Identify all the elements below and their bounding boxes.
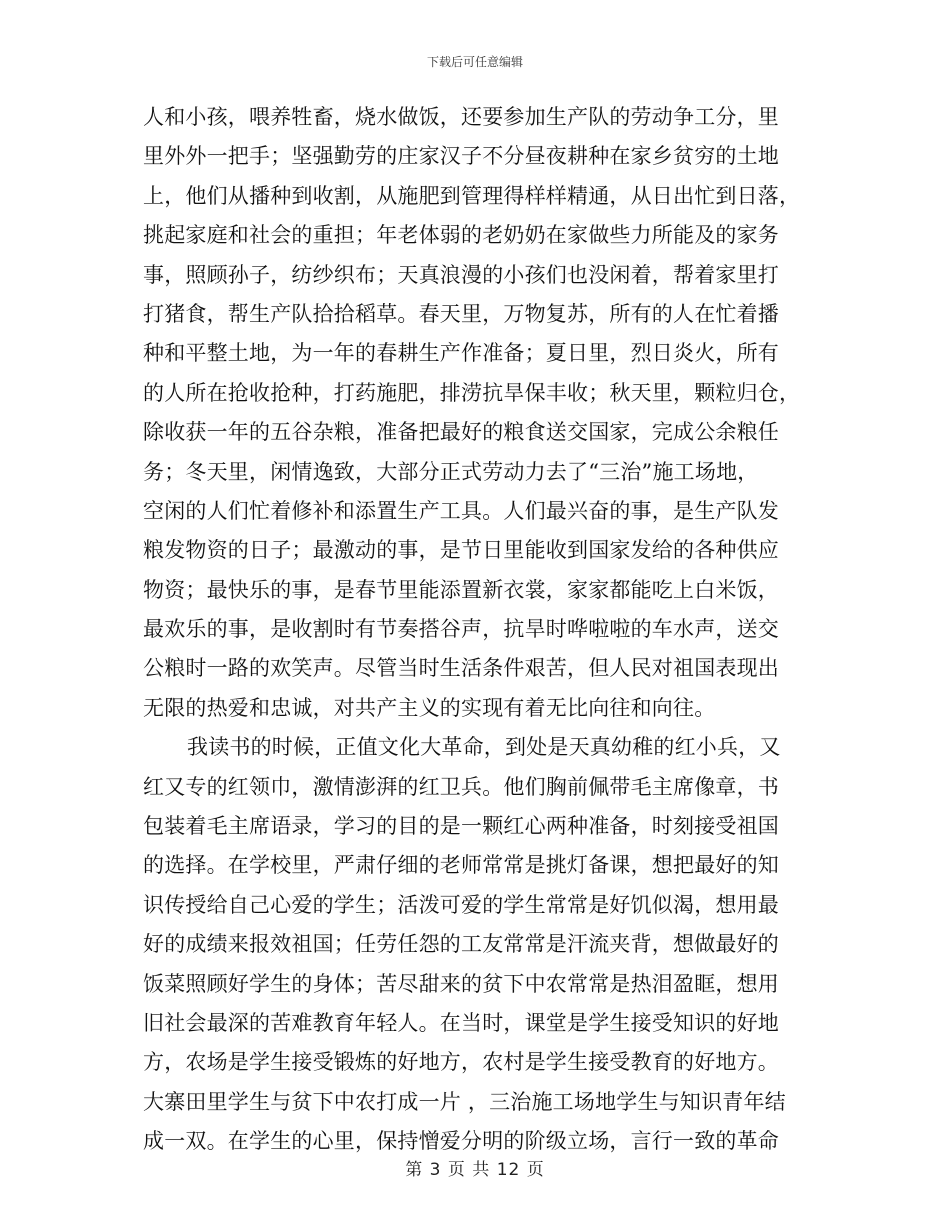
page-number-footer: 第 3 页 共 12 页	[405, 1160, 545, 1180]
text-line: 旧社会最深的苦难教育年轻人。在当时，课堂是学生接受知识的好地	[143, 1010, 779, 1035]
text-line: 识传授给自己心爱的学生；活泼可爱的学生常常是好饥似渴，想用最	[143, 892, 779, 917]
text-line: 空闲的人们忙着修补和添置生产工具。人们最兴奋的事，是生产队发	[143, 498, 779, 523]
text-line: 红又专的红领巾，激情澎湃的红卫兵。他们胸前佩带毛主席像章，书	[143, 774, 779, 799]
document-body	[143, 98, 813, 1162]
text-line: 饭菜照顾好学生的身体；苦尽甜来的贫下中农常常是热泪盈眶，想用	[143, 971, 779, 996]
text-line: 人和小孩，喂养牲畜，烧水做饭，还要参加生产队的劳动争工分，里	[143, 105, 779, 129]
text-line: 务；冬天里，闲情逸致，大部分正式劳动力去了“三治”施工场地，	[143, 459, 759, 484]
text-line: 上，他们从播种到收割，从施肥到管理得样样精通，从日出忙到日落，	[143, 183, 801, 208]
text-line: 除收获一年的五谷杂粮，准备把最好的粮食送交国家，完成公余粮任	[143, 420, 779, 445]
text-line: 的人所在抢收抢种，打药施肥，排涝抗旱保丰收；秋天里，颗粒归仓，	[143, 380, 801, 405]
text-line: 包装着毛主席语录，学习的目的是一颗红心两种准备，时刻接受祖国	[143, 814, 779, 839]
text-line: 物资；最快乐的事，是春节里能添置新衣裳，家家都能吃上白米饭，	[143, 577, 779, 602]
text-line: 打猪食，帮生产队拾拾稻草。春天里，万物复苏，所有的人在忙着播	[143, 301, 779, 326]
text-line: 好的成绩来报效祖国；任劳任怨的工友常常是汗流夹背，想做最好的	[143, 932, 779, 957]
paragraph-first-line: 我读书的时候，正值文化大革命，到处是天真幼稚的红小兵，又	[187, 735, 781, 760]
text-line: 事，照顾孙子，纺纱织布；天真浪漫的小孩们也没闲着，帮着家里打	[143, 262, 779, 287]
text-line: 无限的热爱和忠诚，对共产主义的实现有着无比向往和向往。	[143, 695, 716, 720]
text-line: 最欢乐的事，是收割时有节奏搭谷声，抗旱时哗啦啦的车水声，送交	[143, 617, 779, 642]
text-line: 的选择。在学校里，严肃仔细的老师常常是挑灯备课，想把最好的知	[143, 853, 779, 878]
text-line: 成一双。在学生的心里，保持憎爱分明的阶级立场，言行一致的革命	[143, 1129, 779, 1154]
text-line: 大寨田里学生与贫下中农打成一片 ，三治施工场地学生与知识青年结	[143, 1089, 786, 1114]
text-line: 方，农场是学生接受锻炼的好地方，农村是学生接受教育的好地方。	[143, 1050, 779, 1075]
text-line: 公粮时一路的欢笑声。尽管当时生活条件艰苦，但人民对祖国表现出	[143, 656, 779, 681]
page-header: 下载后可任意编辑	[426, 55, 523, 69]
text-line: 挑起家庭和社会的重担；年老体弱的老奶奶在家做些力所能及的家务	[143, 223, 779, 248]
text-line: 里外外一把手；坚强勤劳的庄家汉子不分昼夜耕种在家乡贫穷的土地	[143, 144, 779, 169]
text-line: 种和平整土地，为一年的春耕生产作准备；夏日里，烈日炎火，所有	[143, 341, 779, 366]
text-line: 粮发物资的日子；最激动的事，是节日里能收到国家发给的各种供应	[143, 538, 779, 563]
